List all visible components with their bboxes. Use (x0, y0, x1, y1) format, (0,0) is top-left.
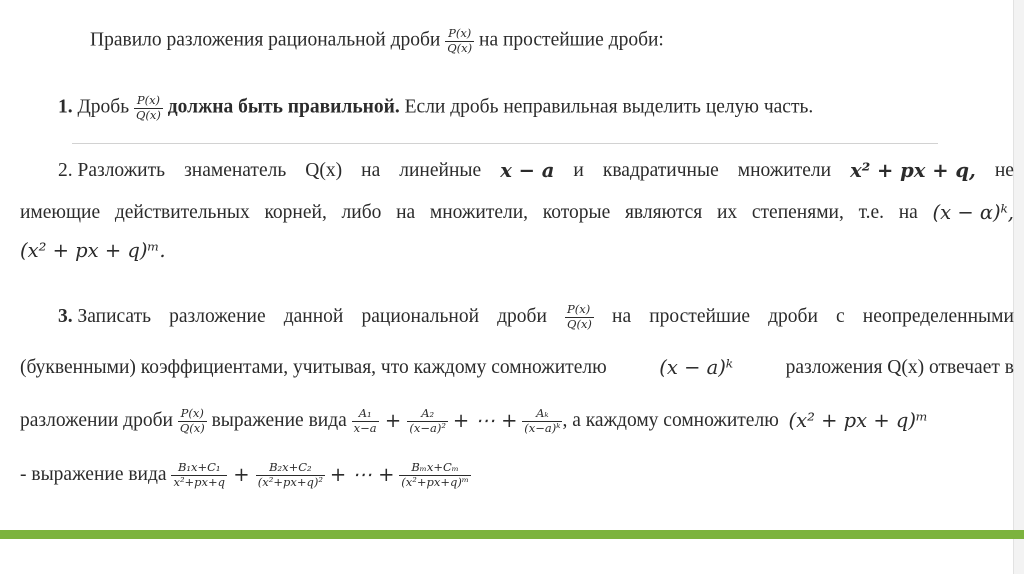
word: квадратичные (602, 160, 719, 181)
title-text: Правило разложения рациональной дроби (90, 29, 441, 51)
word: Q(x) (305, 160, 343, 181)
fraction-denominator: Q(x) (179, 420, 205, 435)
fraction-numerator: Bₘx+Cₘ (399, 462, 471, 476)
fraction-numerator: A₁ (352, 408, 379, 422)
quadratic-fraction-m (399, 462, 471, 488)
rule-item-3-line-3 (20, 408, 1014, 434)
word: степенями, (751, 202, 844, 223)
item1-fraction (134, 95, 163, 121)
word: либо (341, 202, 382, 223)
word: множители, (429, 202, 529, 223)
simple-fraction-1 (352, 408, 379, 434)
word: разложение (169, 306, 266, 327)
fraction-denominator: Q(x) (447, 40, 473, 55)
rule-item-2-line-1 (58, 159, 1014, 183)
word: и (573, 160, 584, 181)
ellipsis-sum: + ⋯ + (452, 409, 518, 432)
math-quadratic-power: (x² + px + q)ᵐ (788, 409, 928, 432)
separator-line (72, 143, 938, 144)
item-number: 3. (58, 306, 73, 327)
fraction-denominator: (x−a)² (409, 420, 446, 435)
item-number: 1. (58, 96, 73, 118)
word: неопределенными (862, 306, 1014, 327)
word: не (994, 160, 1014, 181)
fraction-denominator: x−a (353, 420, 377, 435)
slide-title (90, 28, 664, 54)
title-after: на простейшие дроби: (479, 29, 664, 51)
math-power-factor: (x − a)ᵏ (659, 356, 733, 379)
word: являются (624, 202, 703, 223)
fraction-numerator: P(x) (565, 304, 594, 318)
fraction-denominator: (x²+px+q)² (257, 474, 323, 489)
fraction-numerator: B₁x+C₁ (171, 462, 227, 476)
fraction-denominator: (x²+px+q)ᵐ (401, 474, 469, 489)
rule-item-2-line-3 (20, 239, 166, 264)
word: корней, (264, 202, 327, 223)
item3-fraction-2 (178, 408, 207, 434)
word: дроби (497, 306, 547, 327)
text-segment: (буквенными) коэффициентами, учитывая, что каждому сомножителю (20, 357, 607, 378)
word: знаменатель (184, 160, 287, 181)
item1-word: Дробь (77, 96, 130, 118)
fraction-numerator: B₂x+C₂ (256, 462, 325, 476)
rule-item-3-line-1 (58, 304, 1014, 330)
text-segment: выражение вида (211, 410, 347, 431)
word: действительных (114, 202, 250, 223)
word: которые (542, 202, 611, 223)
simple-fraction-2 (407, 408, 448, 434)
word: рациональной (361, 306, 480, 327)
word: . Разложить (67, 160, 166, 181)
word: данной (283, 306, 344, 327)
word: их (716, 202, 738, 223)
math-power-factor: (x − α)ᵏ, (932, 201, 1014, 224)
math-quadratic-power: (x² + px + q)ᵐ. (20, 239, 166, 262)
item3-fraction (565, 304, 594, 330)
rule-item-2-line-2 (20, 201, 1014, 225)
fraction-denominator: Q(x) (567, 316, 592, 331)
fraction-denominator: (x−a)ᵏ (524, 420, 561, 435)
word: на (898, 202, 918, 223)
math-linear-factor: x − a (500, 159, 555, 182)
word: дроби (768, 306, 818, 327)
quadratic-fraction-1 (171, 462, 227, 488)
rule-item-3-line-4 (20, 462, 471, 488)
plus-sign: + (378, 409, 408, 432)
fraction-numerator: P(x) (445, 28, 474, 42)
fraction-numerator: P(x) (134, 95, 163, 109)
text-segment: - выражение вида (20, 464, 167, 485)
text-segment: разложении дроби (20, 410, 173, 431)
item1-rest-text: Если дробь неправильная выделить целую часть. (404, 96, 814, 118)
fraction-numerator: P(x) (178, 408, 207, 422)
item-number: 2 (58, 160, 68, 181)
slide-right-edge (1013, 0, 1024, 574)
fraction-numerator: Aₖ (522, 408, 562, 422)
ellipsis-sum: + ⋯ + (329, 463, 395, 486)
word: т.е. (858, 202, 885, 223)
word: на (396, 202, 416, 223)
fraction-numerator: A₂ (407, 408, 448, 422)
text-segment: разложения Q(x) отвечает в (785, 357, 1014, 378)
rule-item-3-line-2 (20, 356, 1014, 380)
word: простейшие (649, 306, 751, 327)
plus-sign: + (227, 463, 256, 486)
quadratic-fraction-2 (256, 462, 325, 488)
text-segment: , а каждому сомножителю (562, 410, 779, 431)
word: на (361, 160, 381, 181)
word: на (612, 306, 632, 327)
fraction-denominator: x²+px+q (173, 474, 226, 489)
fraction-denominator: Q(x) (136, 107, 161, 122)
word: множители (737, 160, 832, 181)
title-fraction (445, 28, 474, 54)
simple-fraction-k (522, 408, 562, 434)
word: Записать (77, 306, 151, 327)
item1-bold-text: должна быть правильной. (167, 96, 400, 118)
word: имеющие (20, 202, 101, 223)
word: линейные (399, 160, 482, 181)
word: с (836, 306, 845, 327)
footer-accent-bar (0, 530, 1024, 539)
rule-item-1 (58, 95, 813, 121)
math-quadratic-factor: x² + px + q, (850, 159, 976, 182)
